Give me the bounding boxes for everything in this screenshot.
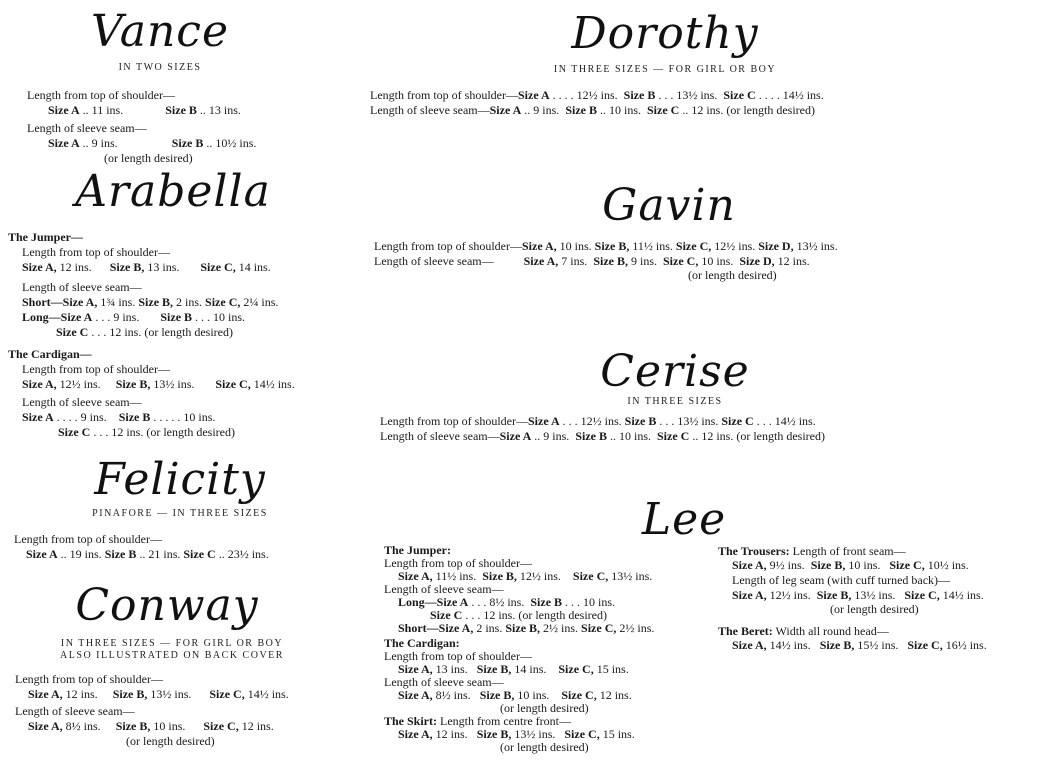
felicity-section: [10, 456, 350, 562]
lee-section: [384, 496, 1054, 756]
gavin-line: Length of sleeve seam— Size A, 7 ins. Size B, 9 ins. Size C, 10 ins. Size D, 12 ins.: [374, 254, 810, 268]
lee-line: (or length desired): [500, 701, 589, 715]
gavin-line: Length from top of shoulder—Size A, 10 ins. Size B, 11½ ins. Size C, 12½ ins. Size D, 13½ ins.: [374, 239, 838, 253]
arabella-section: [8, 168, 348, 440]
gavin-title: Gavin: [602, 180, 736, 231]
lee-line: Length from top of shoulder—: [384, 649, 532, 663]
cerise-line: Length from top of shoulder—Size A . . . 12½ ins. Size B . . . 13½ ins. Size C . . . 14½ ins.: [380, 414, 816, 428]
arabella-cardigan-heading: The Cardigan—: [8, 347, 92, 361]
gavin-line: (or length desired): [688, 268, 777, 282]
arabella-line: Long—Size A . . . 9 ins. Size B . . . 10 ins.: [22, 310, 246, 324]
conway-line: (or length desired): [126, 734, 215, 748]
lee-line: Length of leg seam (with cuff turned back)—: [732, 573, 951, 587]
lee-line: Size C . . . 12 ins. (or length desired): [430, 608, 607, 622]
lee-line: (or length desired): [500, 740, 589, 754]
lee-line: Size A, 12 ins. Size B, 13½ ins. Size C, 15 ins.: [398, 727, 635, 741]
cerise-title: Cerise: [600, 346, 750, 397]
arabella-line: Size A, 12½ ins. Size B, 13½ ins. Size C, 14½ ins.: [22, 377, 295, 391]
vance-line: Size A .. 11 ins. Size B .. 13 ins.: [48, 103, 241, 117]
gavin-section: [374, 182, 974, 281]
lee-line: Length from top of shoulder—: [384, 556, 532, 570]
arabella-line: Length of sleeve seam—: [22, 280, 142, 294]
arabella-line: Size C . . . 12 ins. (or length desired): [58, 425, 235, 439]
lee-line: Length of sleeve seam—: [384, 582, 504, 596]
lee-line: Size A, 8½ ins. Size B, 10 ins. Size C, 12 ins.: [398, 688, 632, 702]
dorothy-line: Length of sleeve seam—Size A .. 9 ins. Size B .. 10 ins. Size C .. 12 ins. (or length desired): [370, 103, 815, 117]
lee-jumper-heading: The Jumper:: [384, 543, 451, 557]
dorothy-section: [370, 10, 970, 118]
lee-cardigan-heading: The Cardigan:: [384, 636, 460, 650]
cerise-section: [380, 348, 980, 444]
lee-right-column: [718, 544, 1048, 653]
arabella-line: Size C . . . 12 ins. (or length desired): [56, 325, 233, 339]
lee-left-column: [384, 544, 714, 754]
arabella-line: Length from top of shoulder—: [22, 362, 170, 376]
lee-line: Size A, 11½ ins. Size B, 12½ ins. Size C, 13½ ins.: [398, 569, 653, 583]
lee-line: Size A, 14½ ins. Size B, 15½ ins. Size C, 16½ ins.: [732, 638, 987, 652]
dorothy-title: Dorothy: [571, 8, 759, 59]
arabella-line: Size A . . . . 9 ins. Size B . . . . . 10 ins.: [22, 410, 216, 424]
lee-beret-line: The Beret: Width all round head—: [718, 624, 889, 638]
arabella-title: Arabella: [75, 166, 271, 217]
vance-line: Size A .. 9 ins. Size B .. 10½ ins.: [48, 136, 257, 150]
felicity-title: Felicity: [94, 454, 266, 505]
felicity-line: Length from top of shoulder—: [14, 532, 162, 546]
lee-trousers-line: The Trousers: Length of front seam—: [718, 544, 906, 558]
conway-subtitle: IN THREE SIZES — FOR GIRL OR BOY: [60, 638, 284, 649]
lee-line: Short—Size A, 2 ins. Size B, 2½ ins. Size C, 2½ ins.: [398, 621, 655, 635]
lee-line: Size A, 12½ ins. Size B, 13½ ins. Size C, 14½ ins.: [732, 588, 984, 602]
vance-subtitle: IN TWO SIZES: [118, 62, 202, 73]
conway-title: Conway: [75, 580, 259, 631]
lee-line: Size A, 9½ ins. Size B, 10 ins. Size C, 10½ ins.: [732, 558, 969, 572]
conway-subtitle: ALSO ILLUSTRATED ON BACK COVER: [60, 650, 284, 661]
arabella-jumper-heading: The Jumper—: [8, 230, 83, 244]
cerise-line: Length of sleeve seam—Size A .. 9 ins. Size B .. 10 ins. Size C .. 12 ins. (or length desired): [380, 429, 825, 443]
lee-title: Lee: [641, 494, 727, 545]
arabella-line: Length from top of shoulder—: [22, 245, 170, 259]
cerise-subtitle: IN THREE SIZES: [627, 396, 723, 407]
dorothy-line: Length from top of shoulder—Size A . . . . 12½ ins. Size B . . . 13½ ins. Size C . . . . 14½ ins.: [370, 88, 824, 102]
felicity-line: Size A .. 19 ins. Size B .. 21 ins. Size C .. 23½ ins.: [26, 547, 269, 561]
arabella-line: Short—Size A, 1¾ ins. Size B, 2 ins. Size C, 2¼ ins.: [22, 295, 279, 309]
conway-line: Size A, 12 ins. Size B, 13½ ins. Size C, 14½ ins.: [28, 687, 289, 701]
conway-line: Length of sleeve seam—: [15, 704, 135, 718]
lee-line: (or length desired): [830, 602, 919, 616]
arabella-line: Size A, 12 ins. Size B, 13 ins. Size C, 14 ins.: [22, 260, 271, 274]
conway-line: Length from top of shoulder—: [15, 672, 163, 686]
conway-line: Size A, 8½ ins. Size B, 10 ins. Size C, 12 ins.: [28, 719, 274, 733]
vance-line: (or length desired): [104, 151, 193, 165]
vance-title: Vance: [91, 6, 229, 57]
lee-line: Long—Size A . . . 8½ ins. Size B . . . 10 ins.: [398, 595, 616, 609]
vance-line: Length from top of shoulder—: [27, 88, 175, 102]
lee-line: Size A, 13 ins. Size B, 14 ins. Size C, 15 ins.: [398, 662, 629, 676]
lee-line: Length of sleeve seam—: [384, 675, 504, 689]
conway-section: [12, 582, 352, 749]
felicity-subtitle: PINAFORE — IN THREE SIZES: [92, 508, 268, 519]
arabella-line: Length of sleeve seam—: [22, 395, 142, 409]
vance-line: Length of sleeve seam—: [27, 121, 147, 135]
lee-skirt-line: The Skirt: Length from centre front—: [384, 714, 571, 728]
dorothy-subtitle: IN THREE SIZES — FOR GIRL OR BOY: [553, 64, 777, 75]
vance-section: [20, 8, 320, 166]
